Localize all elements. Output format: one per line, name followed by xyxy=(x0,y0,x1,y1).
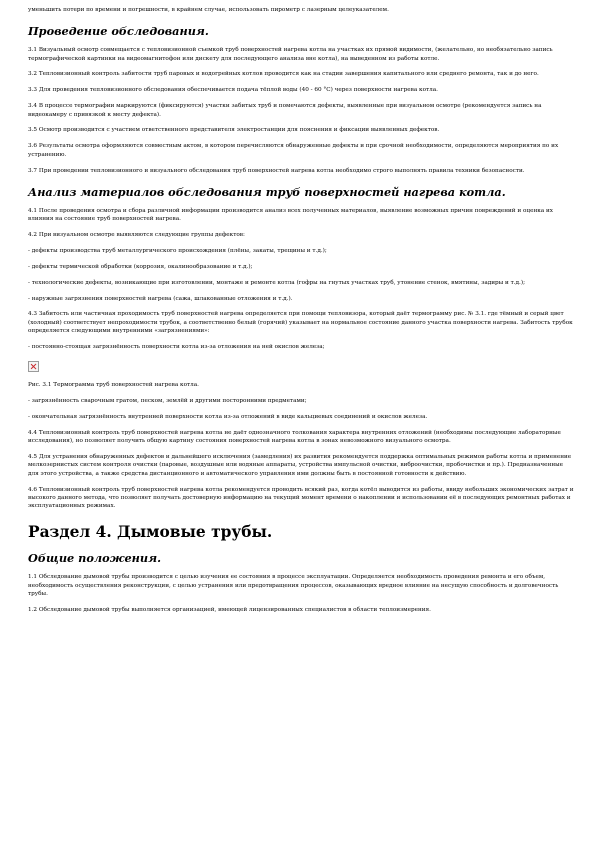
para-3-3: 3.3 Для проведения тепловизионного обследования обеспечивается подача тёплой воды (40 - 60 °С) через поверхности нагрева котла. xyxy=(28,87,438,94)
intro-continuation: уменьшить потери по времени и погрешности, в крайнем случае, использовать пирометр с лазерным целеуказателем. xyxy=(28,7,389,13)
clog-cause-1: - постоянно-стоящая загрязнённость поверхности котла из-за отложения на ней окислов железа; xyxy=(28,343,325,350)
para-4-1: 4.1 После проведения осмотра и сбора различной информации производится анализ всех полученных материалов, выявление возможных причин повреждений и оценка их влияния на состояние труб поверхностей нагрева. xyxy=(28,207,553,223)
section-4-title: Раздел 4. Дымовые трубы. xyxy=(28,523,273,542)
heading-survey-conduct: Проведение обследования. xyxy=(28,24,209,39)
para-4-3: 4.3 Забитость или частичная проходимость труб поверхностей нагрева определяется при помощи тепловизора, который даёт термограмму рис. № 3.1. где тёмный и серый цвет (холодный) соответствует непроходимости трубок, а соответственно белый (горячий) указывает на нормальное состояние данного участка поверхности нагрева. Забитость трубок определяется следующими внутренними «загрязнениями»: xyxy=(28,311,573,335)
para-4-4: 4.4 Тепловизионный контроль труб поверхностей нагрева котла не даёт однозначного толкования характера внутренних отложений (необходимы последующие лабораторные исследования), но позволяет получить общую картину состояния поверхностей нагрева котла в зонах невозможного визуального осмотра. xyxy=(28,429,561,445)
clog-cause-3: - окончательная загрязнённость внутренней поверхности котла из-за отложений в виде кальциевых соединений и окислов железа. xyxy=(28,414,428,421)
para-4-6: 4.6 Тепловизионный контроль труб поверхностей нагрева котла рекомендуется проводить всякий раз, когда котёл выводится из работы, ввиду небольших экономических затрат и высокого данного метода, что позволяет получать достоверную информацию на текущий момент времени о накоплении и использовании её в последующих ремонтных работах и эксплуатационных режимах. xyxy=(28,486,574,510)
para-1-2: 1.2 Обследование дымовой трубы выполняется организацией, имеющей лицензированных специалистов в области теплоизмерения. xyxy=(28,606,431,613)
heading-general-provisions: Общие положения. xyxy=(28,551,162,566)
heading-materials-analysis: Анализ материалов обследования труб поверхностей нагрева котла. xyxy=(28,184,506,199)
defect-group-1: - дефекты производства труб металлургического происхождения (плёны, закаты, трещины и т.д.); xyxy=(28,247,327,254)
para-4-5: 4.5 Для устранения обнаруженных дефектов и дальнейшего исключения (замедления) их развития рекомендуется поддержка оптимальных режимов работы котла и применение мелкозернистых систем контроля очистки (паровые, воздушные или водяные аппараты, устройства импульсной очистки, виброочистки, пробочистки и пр.). Предназначенные для этого устройства, а также средства дистанционного и автоматического управления ими должны быть в постоянной готовности к действию. xyxy=(28,454,572,477)
clog-cause-2: - загрязнённость сварочным гратом, песком, землёй и другими посторонними предметами; xyxy=(28,398,307,405)
para-3-6: 3.6 Результаты осмотра оформляются совместным актом, в котором перечисляются обнаруженные дефекты и при срочной необходимости, определяются мероприятия по их устранению. xyxy=(28,143,559,158)
para-3-5: 3.5 Осмотр производится с участием ответственного представителя электростанции для пояснения и фиксации выявленных дефектов. xyxy=(28,127,440,134)
thermogram-image-placeholder-icon xyxy=(28,361,39,372)
para-3-2: 3.2 Тепловизионный контроль забитости труб паровых и водогрейных котлов проводится как на стадии завершения капитального или среднего ремонта, так и до него. xyxy=(28,71,539,78)
para-4-2: 4.2 При визуальном осмотре выявляются следующие группы дефектов: xyxy=(28,232,245,239)
defect-group-2: - дефекты термической обработки (коррозия, окалинообразование и т.д.); xyxy=(28,263,253,270)
para-1-1: 1.1 Обследование дымовой трубы производится с целью изучения ее состояния в процессе эксплуатации. Определяется необходимость проведения ремонта и его объем, необходимость осуществления реконструкции, с целью устранения или предотвращения процессов, оказывающих вредное влияние на несущую способность и долговечность трубы. xyxy=(28,574,559,598)
defect-group-4: - наружные загрязнения поверхностей нагрева (сажа, шлакованные отложения и т.д.). xyxy=(28,295,293,302)
para-3-7: 3.7 При проведении тепловизионного и визуального обследования труб поверхностей нагрева котла необходимо строго выполнять правила техники безопасности. xyxy=(28,167,525,174)
defect-group-3: - технологические дефекты, возникающие при изготовлении, монтаже и ремонте котла (гофры на гнутых участках труб, утонение стенок, вмятины, задиры и т.д.); xyxy=(28,279,526,286)
document-page xyxy=(28,6,574,614)
figure-caption: Рис. 3.1 Термограмма труб поверхностей нагрева котла. xyxy=(28,382,199,389)
para-3-1: 3.1 Визуальный осмотр совмещается с тепловизионной съемкой труб поверхностей нагрева котла на участках их прямой видимости, (желательно, но необязательно запись термографической картинки на видеомагнитофон или дискету для последующего анализа вне котла), на выведенном из работы котле. xyxy=(28,47,553,62)
para-3-4: 3.4 В процессе термографии маркируются (фиксируются) участки забитых труб и помечаются дефекты, выявленные при визуальном осмотре (рекомендуется запись на видеокамеру с привязкой к месту дефекта). xyxy=(28,103,542,118)
